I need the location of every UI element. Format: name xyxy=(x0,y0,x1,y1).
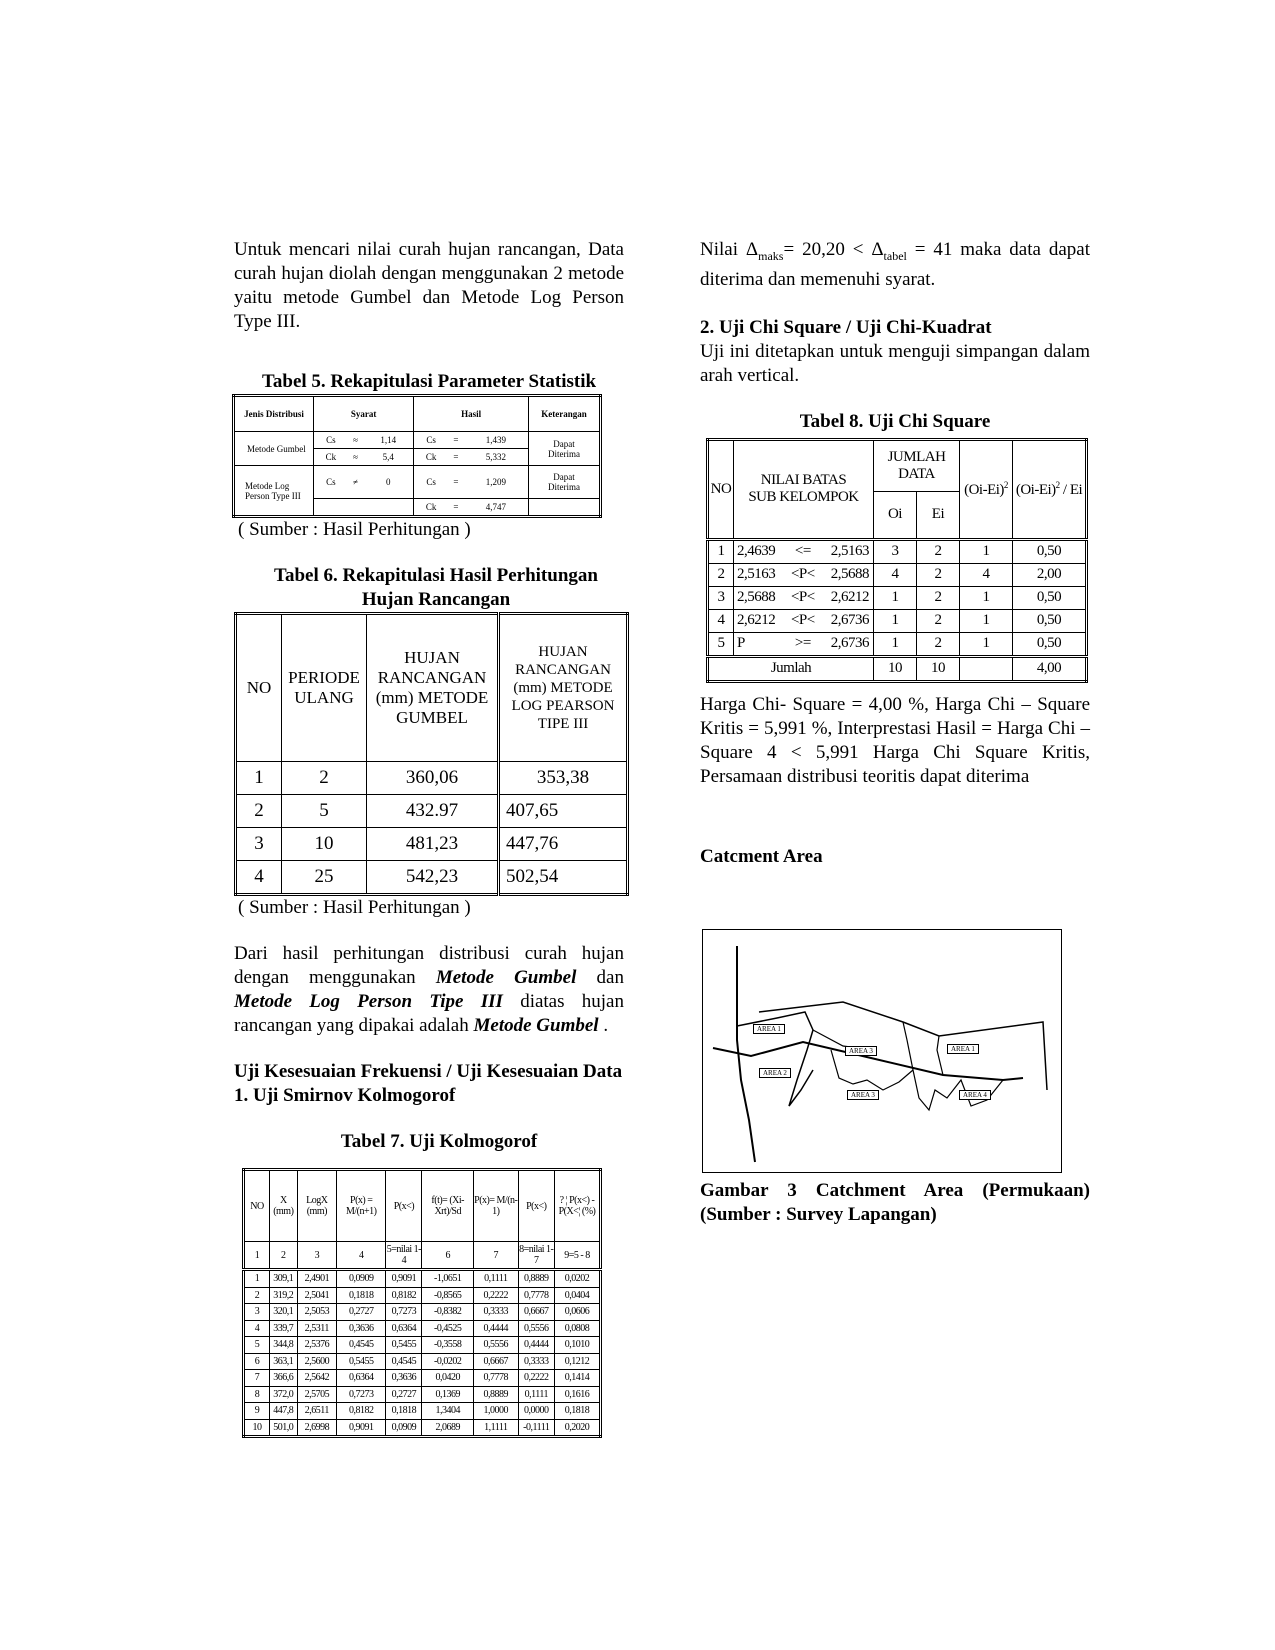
t7-cell: 2,5376 xyxy=(297,1337,336,1354)
t6-cell: 353,38 xyxy=(499,762,628,795)
t8-cell: 2 xyxy=(916,539,959,563)
map-area-label: AREA 1 xyxy=(753,1024,785,1034)
t8-cell: 2 xyxy=(916,563,959,586)
t7-cell: 0,0000 xyxy=(518,1403,554,1420)
superscript: 2 xyxy=(1003,479,1008,490)
t6-cell: 25 xyxy=(282,861,367,895)
table8-body xyxy=(708,539,1087,656)
t8-cell: 2,6212 xyxy=(818,586,873,609)
t7-cell: 3 xyxy=(244,1304,270,1321)
table5-caption: Tabel 5. Rekapitulasi Parameter Statistik xyxy=(261,371,597,392)
t7-cell: -0,3558 xyxy=(422,1337,474,1354)
t8-cell: 2,00 xyxy=(1013,563,1087,586)
t7-cell: 0,0909 xyxy=(337,1270,386,1288)
table-row xyxy=(244,1353,601,1370)
table-row xyxy=(244,1403,601,1420)
t7-cell: 0,7778 xyxy=(518,1287,554,1304)
t7-colnum: 8=nilai 1-7 xyxy=(518,1242,554,1270)
text: Dari hasil perhitungan distribusi curah hujan dengan menggunakan xyxy=(234,943,624,988)
t6-cell: 10 xyxy=(282,828,367,861)
t6-header: HUJAN RANCANGAN (mm) METODE LOG PEARSON TIPE III xyxy=(499,614,628,762)
table5-source: ( Sumber : Hasil Perhitungan ) xyxy=(238,519,471,540)
t8-cell: 2,5688 xyxy=(818,563,873,586)
t6-cell: 447,76 xyxy=(499,828,628,861)
t7-cell: 0,3333 xyxy=(518,1353,554,1370)
right-column xyxy=(700,238,1090,1227)
t7-cell: 5 xyxy=(244,1337,270,1354)
t5-cell: Ck xyxy=(414,499,448,517)
t7-cell: 2,5053 xyxy=(297,1304,336,1321)
t8-h-text: (Oi-Ei) xyxy=(1015,481,1056,498)
t7-cell: 7 xyxy=(244,1370,270,1387)
t8-cell: 3 xyxy=(708,586,734,609)
t8-total-label: Jumlah xyxy=(708,656,874,681)
left-column xyxy=(234,238,624,1438)
t7-cell: 0,4444 xyxy=(473,1320,518,1337)
text: . xyxy=(598,1015,609,1036)
t8-h-text: (Oi-Ei) xyxy=(964,481,1004,498)
t5-cell xyxy=(529,499,601,517)
t8-header xyxy=(1013,439,1087,539)
table-row xyxy=(236,762,628,795)
t8-cell: 2,5163 xyxy=(818,539,873,563)
t7-cell: 0,5455 xyxy=(386,1337,422,1354)
t7-header: LogX (mm) xyxy=(297,1170,336,1242)
t8-cell: 2,6212 xyxy=(734,609,788,632)
t8-cell: 1 xyxy=(960,539,1013,563)
table-row xyxy=(708,563,1087,586)
t8-total-val: 4,00 xyxy=(1013,656,1087,681)
t6-cell: 502,54 xyxy=(499,861,628,895)
t7-header: X (mm) xyxy=(270,1170,298,1242)
nilai-paragraph xyxy=(700,238,1090,292)
text: dan xyxy=(576,967,624,988)
table-row xyxy=(236,828,628,861)
t7-cell: 0,5556 xyxy=(473,1337,518,1354)
table-row xyxy=(244,1320,601,1337)
t7-cell: 0,1414 xyxy=(555,1370,601,1387)
t7-colnum: 1 xyxy=(244,1242,270,1270)
t8-cell: 4 xyxy=(873,563,916,586)
t8-cell: 2,5163 xyxy=(734,563,788,586)
t7-cell: 320,1 xyxy=(270,1304,298,1321)
t7-cell: -0,1111 xyxy=(518,1419,554,1437)
t7-colnum: 2 xyxy=(270,1242,298,1270)
t8-cell: <P< xyxy=(787,586,818,609)
t7-cell: 8 xyxy=(244,1386,270,1403)
table-row xyxy=(244,1386,601,1403)
emphasis: Metode Log Person Tipe III xyxy=(234,991,503,1012)
t6-cell: 360,06 xyxy=(367,762,499,795)
t7-header: P(x<) xyxy=(518,1170,554,1242)
t7-header: NO xyxy=(244,1170,270,1242)
t5-cell: = xyxy=(448,499,464,517)
t8-cell: 4 xyxy=(960,563,1013,586)
t7-cell: 2,6511 xyxy=(297,1403,336,1420)
t7-cell: 319,2 xyxy=(270,1287,298,1304)
map-area-label: AREA 4 xyxy=(959,1090,991,1100)
table8 xyxy=(706,438,1088,683)
t7-header: P(x) = M/(n+1) xyxy=(337,1170,386,1242)
t5-cell: Dapat Diterima xyxy=(529,466,601,499)
t7-cell: 0,3333 xyxy=(473,1304,518,1321)
catchment-map-drawing xyxy=(703,930,1061,1172)
t8-h-text: / Ei xyxy=(1059,481,1083,498)
t7-cell: -0,8382 xyxy=(422,1304,474,1321)
t7-cell: 0,0420 xyxy=(422,1370,474,1387)
t8-cell: 0,50 xyxy=(1013,632,1087,656)
table-row xyxy=(244,1370,601,1387)
text: Nilai Δ xyxy=(700,239,759,260)
t7-cell: 0,0808 xyxy=(555,1320,601,1337)
t6-cell: 3 xyxy=(236,828,282,861)
conclusion-paragraph xyxy=(234,942,624,1038)
subsection-heading: 2. Uji Chi Square / Uji Chi-Kuadrat xyxy=(700,316,992,338)
table-row xyxy=(236,795,628,828)
section-heading: Uji Kesesuaian Frekuensi / Uji Kesesuaian Data xyxy=(234,1061,623,1082)
t5-cell: 1,209 xyxy=(464,466,529,499)
t5-header: Jenis Distribusi xyxy=(234,396,314,432)
t7-cell: -0,0202 xyxy=(422,1353,474,1370)
t8-cell: 0,50 xyxy=(1013,586,1087,609)
t7-colnum: 6 xyxy=(422,1242,474,1270)
figure-caption: Gambar 3 Catchment Area (Permukaan) (Sumber : Survey Lapangan) xyxy=(700,1179,1090,1225)
t8-cell: 2 xyxy=(708,563,734,586)
table6 xyxy=(234,612,629,896)
t5-cell: Cs xyxy=(414,432,448,449)
table-row xyxy=(708,539,1087,563)
t7-cell: -0,8565 xyxy=(422,1287,474,1304)
t7-cell: 0,2727 xyxy=(386,1386,422,1403)
superscript: 2 xyxy=(1055,479,1060,490)
t7-header: P(x)= M/(n-1) xyxy=(473,1170,518,1242)
t5-header: Syarat xyxy=(314,396,414,432)
t7-cell: 0,1010 xyxy=(555,1337,601,1354)
t7-cell: 0,1212 xyxy=(555,1353,601,1370)
map-area-label: AREA 3 xyxy=(845,1046,877,1056)
t7-cell: 0,8889 xyxy=(518,1270,554,1288)
emphasis: Metode Gumbel xyxy=(473,1015,599,1036)
t7-cell: 0,6667 xyxy=(473,1353,518,1370)
t7-cell: 344,8 xyxy=(270,1337,298,1354)
t7-cell: 0,8182 xyxy=(386,1287,422,1304)
table-row xyxy=(708,632,1087,656)
table7 xyxy=(242,1168,602,1438)
t8-total-blank xyxy=(960,656,1013,681)
catchment-heading: Catcment Area xyxy=(700,845,823,867)
t7-cell: 0,4545 xyxy=(386,1353,422,1370)
t8-cell: 2,4639 xyxy=(734,539,788,563)
t7-cell: 0,1111 xyxy=(518,1386,554,1403)
t7-cell: 0,7273 xyxy=(337,1386,386,1403)
t7-cell: 363,1 xyxy=(270,1353,298,1370)
t8-cell: >= xyxy=(787,632,818,656)
t7-cell: 6 xyxy=(244,1353,270,1370)
t7-cell: 0,3636 xyxy=(337,1320,386,1337)
t5-cell: Dapat Diterima xyxy=(529,432,601,466)
t8-cell: 1 xyxy=(873,609,916,632)
t7-cell: 0,6364 xyxy=(337,1370,386,1387)
t5-cell: 4,747 xyxy=(464,499,529,517)
t8-cell: 0,50 xyxy=(1013,609,1087,632)
subsection-heading: 1. Uji Smirnov Kolmogorof xyxy=(234,1085,456,1106)
t5-cell: Metode Log Person Type III xyxy=(234,466,314,517)
t5-cell: = xyxy=(448,432,464,449)
t5-cell: 5,4 xyxy=(363,449,414,466)
t7-cell: 2,0689 xyxy=(422,1419,474,1437)
t5-cell: ≈ xyxy=(348,432,363,449)
t7-colnum: 4 xyxy=(337,1242,386,1270)
t7-cell: 0,1818 xyxy=(337,1287,386,1304)
t7-cell: 2,5311 xyxy=(297,1320,336,1337)
t5-cell: Cs xyxy=(314,466,348,499)
t5-cell: Cs xyxy=(414,466,448,499)
t7-cell: 0,4444 xyxy=(518,1337,554,1354)
intro-paragraph: Untuk mencari nilai curah hujan rancangan, Data curah hujan diolah dengan menggunakan 2 metode yaitu metode Gumbel dan Metode Log Person Type III. xyxy=(234,239,624,332)
t5-header: Hasil xyxy=(414,396,529,432)
t7-cell: 0,0606 xyxy=(555,1304,601,1321)
t7-cell: 0,4545 xyxy=(337,1337,386,1354)
t8-cell: 4 xyxy=(708,609,734,632)
t5-cell: = xyxy=(448,449,464,466)
t6-cell: 4 xyxy=(236,861,282,895)
chi-description: Uji ini ditetapkan untuk menguji simpangan dalam arah vertical. xyxy=(700,340,1090,386)
t8-cell: 3 xyxy=(873,539,916,563)
t8-cell: 1 xyxy=(960,609,1013,632)
t8-header: JUMLAH DATA xyxy=(873,439,959,491)
table-row xyxy=(244,1419,601,1437)
t8-cell: <P< xyxy=(787,563,818,586)
map-area-label: AREA 3 xyxy=(847,1090,879,1100)
t7-cell: 1,3404 xyxy=(422,1403,474,1420)
t8-header xyxy=(960,439,1013,539)
t7-cell: 2,5600 xyxy=(297,1353,336,1370)
t8-header: Oi xyxy=(873,491,916,539)
t7-cell: 2,5041 xyxy=(297,1287,336,1304)
t8-total-ei: 10 xyxy=(916,656,959,681)
t7-cell: 9 xyxy=(244,1403,270,1420)
t5-cell: Metode Gumbel xyxy=(234,432,314,466)
t7-cell: 0,2020 xyxy=(555,1419,601,1437)
t7-cell: 1 xyxy=(244,1270,270,1288)
text: diatas hujan rancangan yang dipakai adalah xyxy=(234,991,624,1036)
t7-cell: 0,6667 xyxy=(518,1304,554,1321)
t7-cell: 0,9091 xyxy=(386,1270,422,1288)
t6-cell: 1 xyxy=(236,762,282,795)
catchment-map xyxy=(702,929,1062,1173)
t7-cell: 2,5705 xyxy=(297,1386,336,1403)
t7-cell: -1,0651 xyxy=(422,1270,474,1288)
table8-caption: Tabel 8. Uji Chi Square xyxy=(799,410,991,432)
t8-cell: 2,5688 xyxy=(734,586,788,609)
t6-header: PERIODE ULANG xyxy=(282,614,367,762)
table-row xyxy=(244,1304,601,1321)
t5-cell: Ck xyxy=(314,449,348,466)
t7-cell: 0,0202 xyxy=(555,1270,601,1288)
table-row xyxy=(244,1287,601,1304)
t7-cell: 309,1 xyxy=(270,1270,298,1288)
t7-cell: 1,0000 xyxy=(473,1403,518,1420)
t7-cell: 0,2222 xyxy=(473,1287,518,1304)
table7-caption: Tabel 7. Uji Kolmogorof xyxy=(340,1131,538,1152)
t7-colnum: 9=5 - 8 xyxy=(555,1242,601,1270)
t7-cell: 0,5455 xyxy=(337,1353,386,1370)
t7-cell: 0,5556 xyxy=(518,1320,554,1337)
t7-cell: 0,2222 xyxy=(518,1370,554,1387)
t7-cell: 0,8182 xyxy=(337,1403,386,1420)
t8-cell: 1 xyxy=(708,539,734,563)
t8-cell: 2 xyxy=(916,632,959,656)
emphasis: Metode Gumbel xyxy=(435,967,577,988)
t5-cell: 5,332 xyxy=(464,449,529,466)
t7-cell: 0,9091 xyxy=(337,1419,386,1437)
t7-cell: 0,1818 xyxy=(555,1403,601,1420)
t7-cell: 0,1369 xyxy=(422,1386,474,1403)
t5-cell: 1,439 xyxy=(464,432,529,449)
table7-body xyxy=(244,1270,601,1437)
t8-cell: 5 xyxy=(708,632,734,656)
table-row xyxy=(236,861,628,895)
table-row xyxy=(244,1337,601,1354)
t7-colnum: 3 xyxy=(297,1242,336,1270)
t7-cell: 339,7 xyxy=(270,1320,298,1337)
t8-cell: 2,6736 xyxy=(818,609,873,632)
t7-colnum: 5=nilai 1-4 xyxy=(386,1242,422,1270)
table6-source: ( Sumber : Hasil Perhitungan ) xyxy=(238,897,471,918)
t7-cell: 366,6 xyxy=(270,1370,298,1387)
subscript: maks xyxy=(758,248,784,263)
t5-cell: Ck xyxy=(414,449,448,466)
t6-cell: 432.97 xyxy=(367,795,499,828)
t7-cell: 0,7778 xyxy=(473,1370,518,1387)
t5-cell: 1,14 xyxy=(363,432,414,449)
t8-cell: 2,6736 xyxy=(818,632,873,656)
t8-cell: 2 xyxy=(916,609,959,632)
t7-cell: 0,8889 xyxy=(473,1386,518,1403)
t6-header: HUJAN RANCANGAN (mm) METODE GUMBEL xyxy=(367,614,499,762)
t8-cell: P xyxy=(734,632,788,656)
table-row xyxy=(244,1270,601,1288)
t6-header: NO xyxy=(236,614,282,762)
t8-header: NO xyxy=(708,439,734,539)
t8-cell: 0,50 xyxy=(1013,539,1087,563)
table5 xyxy=(232,394,602,518)
t7-cell: 0,1818 xyxy=(386,1403,422,1420)
t6-cell: 481,23 xyxy=(367,828,499,861)
t7-cell: 372,0 xyxy=(270,1386,298,1403)
t8-total-oi: 10 xyxy=(873,656,916,681)
t7-cell: 501,0 xyxy=(270,1419,298,1437)
chi-result: Harga Chi- Square = 4,00 %, Harga Chi – Square Kritis = 5,991 %, Interprestasi Hasil = Harga Chi – Square 4 < 5,991 Harga Chi Square Kritis, Persamaan distribusi teoritis dapat diterima xyxy=(700,693,1090,787)
t7-cell: 0,0404 xyxy=(555,1287,601,1304)
t6-cell: 2 xyxy=(236,795,282,828)
t6-cell: 2 xyxy=(282,762,367,795)
t7-cell: -0,4525 xyxy=(422,1320,474,1337)
t8-cell: 2 xyxy=(916,586,959,609)
t8-header: Ei xyxy=(916,491,959,539)
t7-colnum: 7 xyxy=(473,1242,518,1270)
t7-cell: 0,6364 xyxy=(386,1320,422,1337)
t7-cell: 0,2727 xyxy=(337,1304,386,1321)
t5-cell: Cs xyxy=(314,432,348,449)
t7-cell: 0,3636 xyxy=(386,1370,422,1387)
t5-cell: 0 xyxy=(363,466,414,499)
t8-cell: <P< xyxy=(787,609,818,632)
map-area-label: AREA 1 xyxy=(947,1044,979,1054)
t8-cell: 1 xyxy=(873,632,916,656)
t7-cell: 0,0909 xyxy=(386,1419,422,1437)
t5-cell: ≈ xyxy=(348,449,363,466)
t7-cell: 0,1111 xyxy=(473,1270,518,1288)
t6-cell: 542,23 xyxy=(367,861,499,895)
t8-cell: 1 xyxy=(873,586,916,609)
t8-cell: <= xyxy=(787,539,818,563)
t6-cell: 407,65 xyxy=(499,795,628,828)
t7-header: f(t)= (Xi-Xrt)/Sd xyxy=(422,1170,474,1242)
t7-cell: 10 xyxy=(244,1419,270,1437)
t7-cell: 4 xyxy=(244,1320,270,1337)
t8-cell: 1 xyxy=(960,632,1013,656)
t7-cell: 2,6998 xyxy=(297,1419,336,1437)
t5-cell: ≠ xyxy=(348,466,363,499)
subscript: tabel xyxy=(883,248,907,263)
table6-caption: Tabel 6. Rekapitulasi Hasil Perhitungan Hujan Rancangan xyxy=(274,565,598,610)
t7-cell: 1,1111 xyxy=(473,1419,518,1437)
t7-cell: 447,8 xyxy=(270,1403,298,1420)
t5-cell xyxy=(314,499,414,517)
t8-cell: 1 xyxy=(960,586,1013,609)
t5-cell: = xyxy=(448,466,464,499)
text: = 41 maka data dapat diterima dan memenuhi syarat. xyxy=(700,239,1090,290)
text: = 20,20 < Δ xyxy=(783,239,884,260)
t7-cell: 2,4901 xyxy=(297,1270,336,1288)
table-row xyxy=(708,609,1087,632)
t7-header: ? ¦ P(x<) -P(X<¦ (%) xyxy=(555,1170,601,1242)
t7-cell: 0,1616 xyxy=(555,1386,601,1403)
t7-cell: 0,7273 xyxy=(386,1304,422,1321)
t6-cell: 5 xyxy=(282,795,367,828)
map-area-label: AREA 2 xyxy=(759,1068,791,1078)
t7-cell: 2,5642 xyxy=(297,1370,336,1387)
table-row xyxy=(708,586,1087,609)
t8-header: NILAI BATAS SUB KELOMPOK xyxy=(734,439,874,539)
t7-header: P(x<) xyxy=(386,1170,422,1242)
t7-cell: 2 xyxy=(244,1287,270,1304)
t5-header: Keterangan xyxy=(529,396,601,432)
